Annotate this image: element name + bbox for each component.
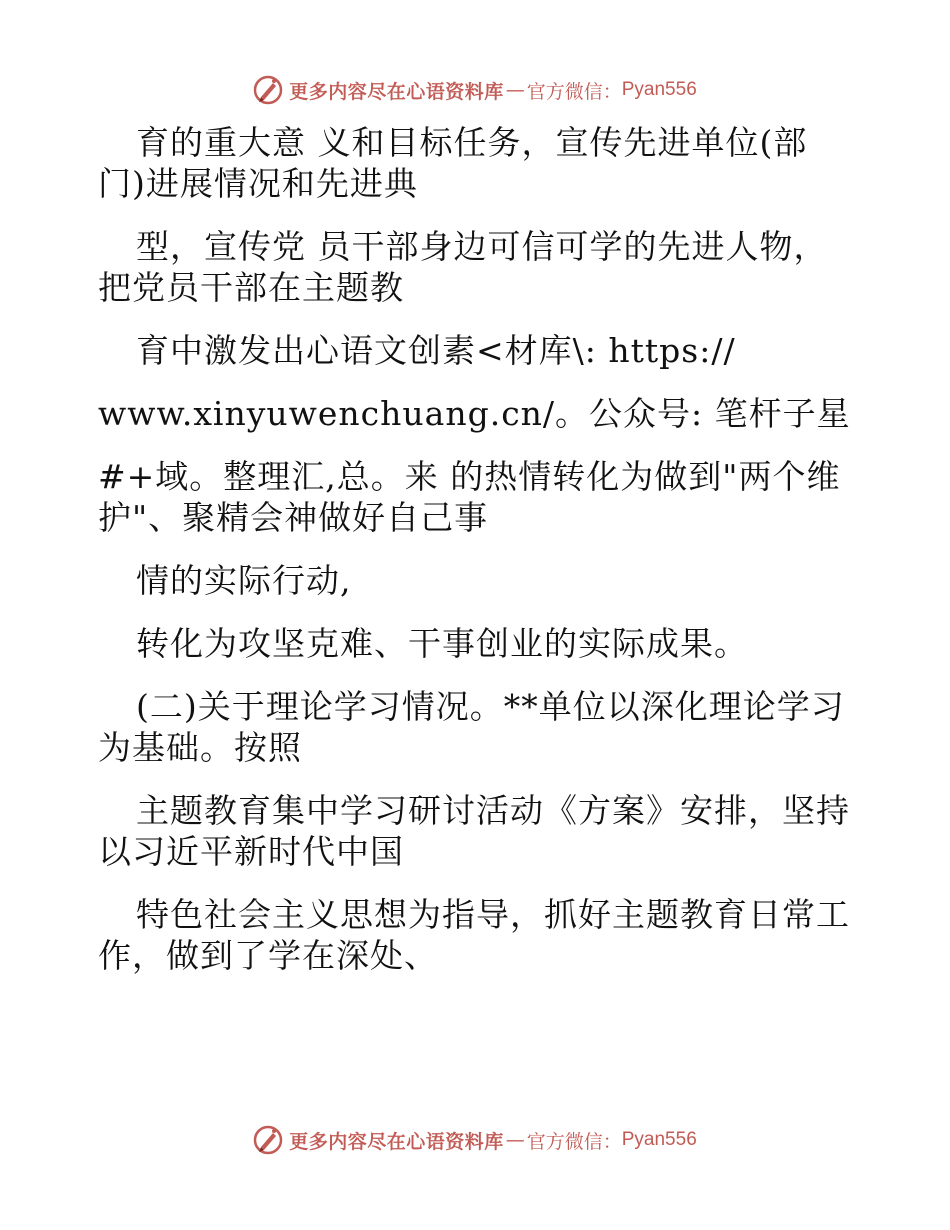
header-wechat-label: 官方微信： bbox=[526, 80, 622, 103]
header-brand-text: 更多内容尽在心语资料库 bbox=[289, 80, 504, 103]
body-line: (二)关于理论学习情况。**单位以深化理论学习 bbox=[136, 687, 845, 726]
footer-wechat-id: Pyan556 bbox=[621, 1129, 697, 1150]
pen-logo-icon bbox=[253, 75, 283, 105]
body-line: 为基础。按照 bbox=[98, 728, 302, 767]
body-line: www.xinyuwenchuang.cn/。公众号: 笔杆子星 bbox=[98, 394, 851, 433]
body-line: 护"、聚精会神做好自己事 bbox=[98, 498, 489, 537]
body-line: 转化为攻坚克难、干事创业的实际成果。 bbox=[136, 624, 748, 663]
header-wechat-id: Pyan556 bbox=[621, 79, 697, 100]
document-body bbox=[98, 122, 888, 976]
body-line: 作，做到了学在深处、 bbox=[98, 936, 438, 975]
footer-dash: — bbox=[505, 1129, 525, 1151]
header-watermark bbox=[0, 70, 950, 110]
body-line: 育中激发出心语文创素<材库\: https:// bbox=[136, 331, 736, 370]
body-line: 型，宣传党 员干部身边可信可学的先进人物， bbox=[136, 227, 828, 266]
body-line: #+域。整理汇,总。来 的热情转化为做到"两个维 bbox=[98, 457, 841, 496]
body-line: 把党员干部在主题教 bbox=[98, 268, 404, 307]
footer-brand-text: 更多内容尽在心语资料库 bbox=[289, 1130, 504, 1153]
header-dash: — bbox=[505, 79, 525, 101]
body-line: 育的重大意 义和目标任务，宣传先进单位(部 bbox=[136, 123, 808, 162]
body-line: 特色社会主义思想为指导，抓好主题教育日常工 bbox=[136, 895, 850, 934]
body-line: 主题教育集中学习研讨活动《方案》安排，坚持 bbox=[136, 791, 850, 830]
pen-logo-icon bbox=[253, 1125, 283, 1155]
body-line: 情的实际行动, bbox=[136, 561, 352, 600]
footer-watermark bbox=[0, 1120, 950, 1160]
body-line: 门)进展情况和先进典 bbox=[98, 164, 418, 203]
footer-wechat-label: 官方微信： bbox=[526, 1130, 622, 1153]
body-line: 以习近平新时代中国 bbox=[98, 832, 404, 871]
